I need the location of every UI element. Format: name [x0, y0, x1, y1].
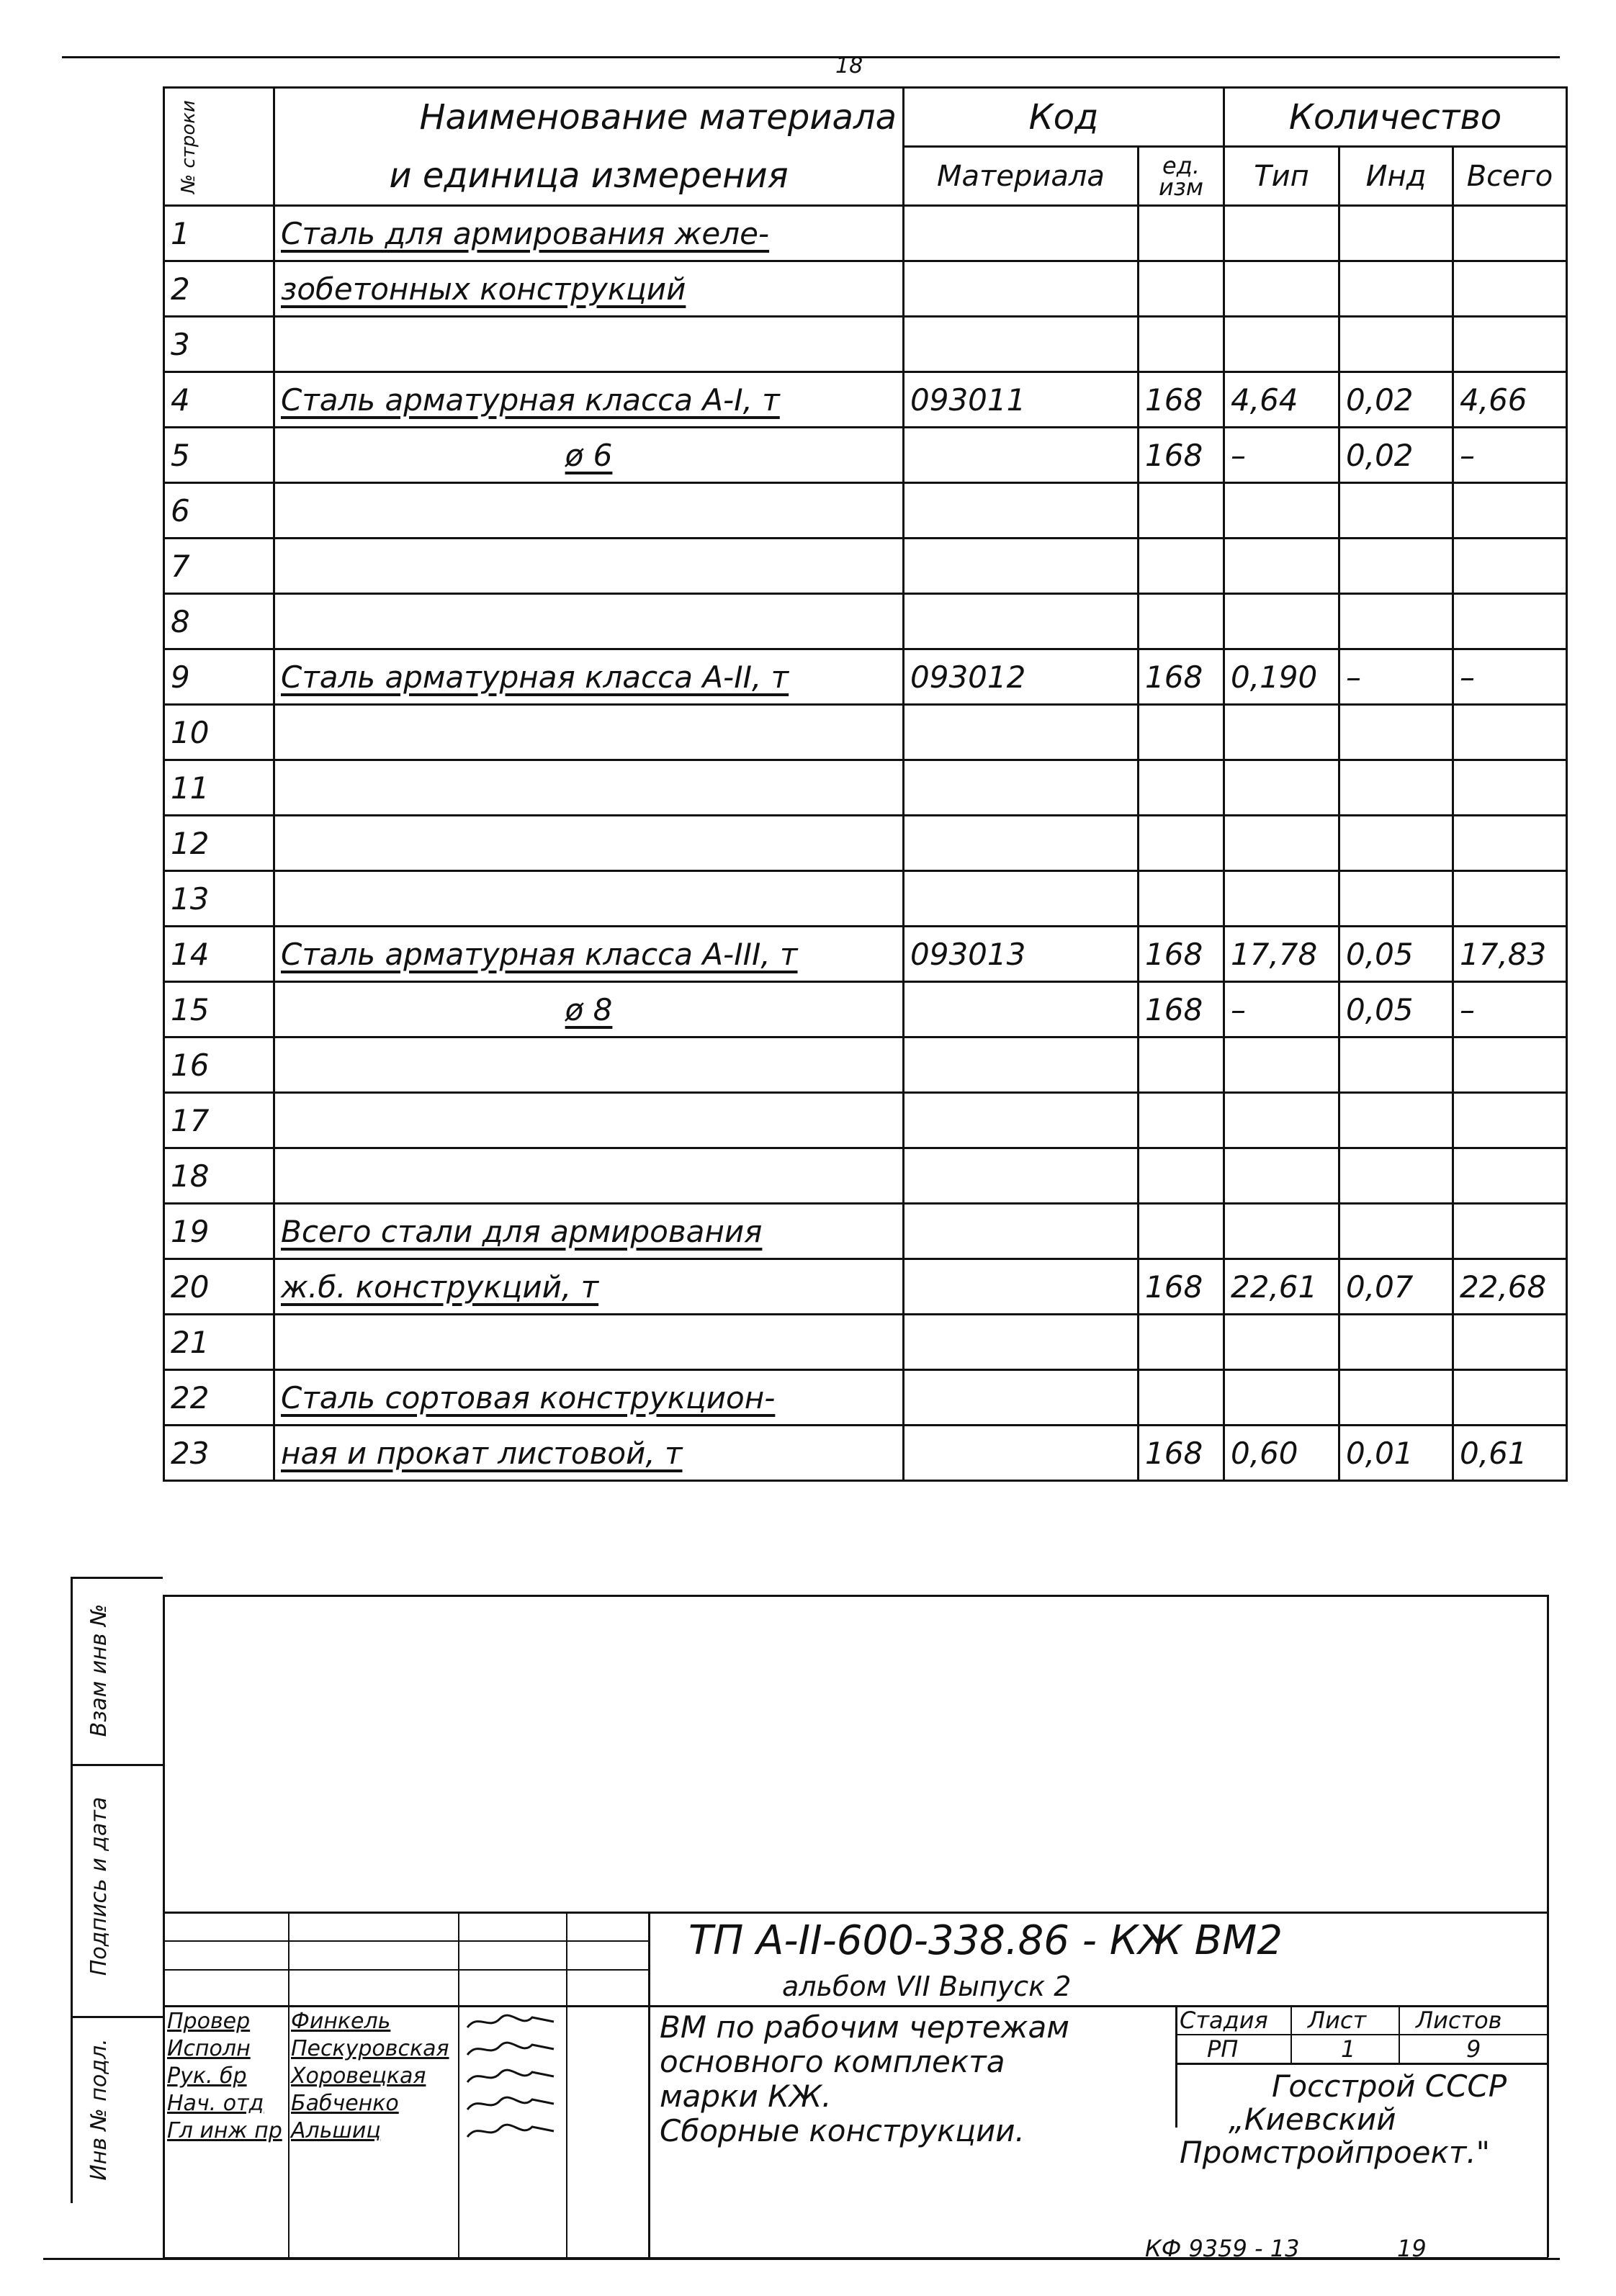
qty-type: [1224, 1204, 1339, 1259]
material-name: Сталь арматурная класса А-III, т: [274, 927, 904, 982]
qty-type: [1224, 1148, 1339, 1204]
row-number: 16: [164, 1037, 274, 1093]
description-line-1: ВМ по рабочим чертежам: [660, 2009, 1069, 2045]
qty-type: [1224, 1093, 1339, 1148]
qty-type: 4,64: [1224, 372, 1339, 428]
table-row: [164, 428, 1567, 483]
qty-type: 17,78: [1224, 927, 1339, 982]
staff-role: Рук. бр: [167, 2063, 247, 2089]
unit-code: [1139, 206, 1224, 261]
table-row: [164, 927, 1567, 982]
material-code: [904, 539, 1139, 594]
row-number: 9: [164, 649, 274, 705]
material-code: [904, 261, 1139, 317]
qty-total: [1453, 871, 1567, 927]
qty-type: [1224, 261, 1339, 317]
unit-code: 168: [1139, 1426, 1224, 1481]
table-row: [164, 1315, 1567, 1370]
description-line-3: марки КЖ.: [660, 2079, 832, 2114]
staff-name: Финкель: [291, 2009, 391, 2034]
side-strip-line-2: [71, 1764, 163, 1766]
qty-type: 0,190: [1224, 649, 1339, 705]
qty-type: –: [1224, 428, 1339, 483]
unit-code: 168: [1139, 1259, 1224, 1315]
col-qty-ind: Инд: [1339, 147, 1453, 206]
stage-value: РП: [1207, 2035, 1239, 2063]
row-number: 6: [164, 483, 274, 539]
row-number: 1: [164, 206, 274, 261]
row-number: 11: [164, 760, 274, 816]
staff-name: Альшиц: [291, 2118, 381, 2143]
table-row: [164, 1204, 1567, 1259]
side-label-replaces-inv: Взам инв №: [86, 1603, 112, 1737]
qty-total: [1453, 261, 1567, 317]
material-code: [904, 1148, 1139, 1204]
row-number: 23: [164, 1426, 274, 1481]
col-code-material: Материала: [904, 147, 1139, 206]
unit-code: 168: [1139, 428, 1224, 483]
row-number: 2: [164, 261, 274, 317]
qty-type: [1224, 760, 1339, 816]
qty-ind: [1339, 483, 1453, 539]
designation: ТП А-II-600-338.86 - КЖ ВМ2: [688, 1917, 1283, 1964]
qty-ind: [1339, 760, 1453, 816]
qty-ind: [1339, 1148, 1453, 1204]
row-number: 3: [164, 317, 274, 372]
footer-code: КФ 9359 - 13: [1145, 2235, 1300, 2262]
unit-code: [1139, 816, 1224, 871]
qty-total: [1453, 1315, 1567, 1370]
qty-total: 22,68: [1453, 1259, 1567, 1315]
table-row: [164, 816, 1567, 871]
material-name: Сталь арматурная класса А-II, т: [274, 649, 904, 705]
qty-type: [1224, 1037, 1339, 1093]
row-number: 12: [164, 816, 274, 871]
qty-total: [1453, 317, 1567, 372]
material-code: [904, 317, 1139, 372]
col-name-header-2: и единица измерения: [274, 147, 904, 206]
material-name: [274, 760, 904, 816]
qty-total: [1453, 1037, 1567, 1093]
qty-ind: 0,02: [1339, 428, 1453, 483]
row-number: 22: [164, 1370, 274, 1426]
sheets-value: 9: [1466, 2035, 1481, 2063]
side-label-inv-no-orig: Инв № подл.: [86, 2038, 112, 2181]
qty-total: [1453, 206, 1567, 261]
qty-total: [1453, 539, 1567, 594]
col-name-header-1: Наименование материала: [274, 88, 904, 147]
qty-total: [1453, 816, 1567, 871]
signature-icon: [464, 2009, 557, 2038]
table-row: [164, 1426, 1567, 1481]
staff-role: Провер: [167, 2009, 251, 2034]
material-code: [904, 816, 1139, 871]
table-row: [164, 317, 1567, 372]
material-name: ная и прокат листовой, т: [274, 1426, 904, 1481]
side-label-signature-date: Подпись и дата: [86, 1796, 112, 1976]
signature-icon: [464, 2118, 557, 2147]
material-code: [904, 760, 1139, 816]
qty-total: [1453, 705, 1567, 760]
material-code: [904, 1315, 1139, 1370]
qty-ind: [1339, 261, 1453, 317]
qty-total: 4,66: [1453, 372, 1567, 428]
qty-ind: –: [1339, 649, 1453, 705]
table-row: [164, 871, 1567, 927]
table-row: [164, 372, 1567, 428]
qty-total: –: [1453, 649, 1567, 705]
col-quantity-header: Количество: [1224, 88, 1567, 147]
material-name: [274, 539, 904, 594]
qty-total: [1453, 483, 1567, 539]
org-line-1: Госстрой СССР: [1272, 2068, 1507, 2104]
table-row: [164, 982, 1567, 1037]
material-name: ø 8: [274, 982, 904, 1037]
staff-role: Исполн: [167, 2036, 251, 2061]
material-name: Всего стали для армирования: [274, 1204, 904, 1259]
sheets-label: Листов: [1416, 2007, 1502, 2034]
description-line-4: Сборные конструкции.: [660, 2113, 1025, 2148]
qty-ind: 0,01: [1339, 1426, 1453, 1481]
qty-type: [1224, 1315, 1339, 1370]
material-code: 093013: [904, 927, 1139, 982]
qty-ind: [1339, 871, 1453, 927]
qty-total: –: [1453, 428, 1567, 483]
row-number: 14: [164, 927, 274, 982]
row-number: 17: [164, 1093, 274, 1148]
material-code: [904, 594, 1139, 649]
material-name: [274, 1148, 904, 1204]
unit-code: [1139, 483, 1224, 539]
qty-total: [1453, 1148, 1567, 1204]
qty-type: 22,61: [1224, 1259, 1339, 1315]
table-row: [164, 594, 1567, 649]
qty-ind: 0,05: [1339, 927, 1453, 982]
unit-code: 168: [1139, 927, 1224, 982]
col-code-header: Код: [904, 88, 1224, 147]
unit-code: [1139, 1148, 1224, 1204]
row-number: 10: [164, 705, 274, 760]
material-code: [904, 1426, 1139, 1481]
qty-ind: [1339, 705, 1453, 760]
staff-name: Хоровецкая: [291, 2063, 426, 2089]
row-number: 15: [164, 982, 274, 1037]
table-row: [164, 1093, 1567, 1148]
col-row-number: № строки: [164, 88, 274, 206]
material-code: [904, 206, 1139, 261]
stage-label: Стадия: [1180, 2007, 1268, 2034]
album-issue: альбом VII Выпуск 2: [782, 1971, 1072, 2002]
qty-type: [1224, 1370, 1339, 1426]
sheet-label: Лист: [1308, 2007, 1367, 2034]
page-number: 18: [835, 53, 863, 78]
material-spec-table: [163, 86, 1568, 1482]
unit-code: [1139, 1370, 1224, 1426]
material-code: 093011: [904, 372, 1139, 428]
qty-type: –: [1224, 982, 1339, 1037]
material-name: Сталь для армирования желе-: [274, 206, 904, 261]
material-code: [904, 1093, 1139, 1148]
material-code: [904, 1037, 1139, 1093]
spec-table-body: [164, 206, 1567, 1481]
qty-type: [1224, 483, 1339, 539]
qty-ind: [1339, 317, 1453, 372]
material-name: [274, 483, 904, 539]
qty-type: [1224, 705, 1339, 760]
unit-code: [1139, 1093, 1224, 1148]
unit-code: 168: [1139, 982, 1224, 1037]
col-qty-total: Всего: [1453, 147, 1567, 206]
table-row: [164, 1370, 1567, 1426]
unit-code: [1139, 539, 1224, 594]
table-bottom-rule: [163, 1595, 1548, 1597]
row-number: 7: [164, 539, 274, 594]
staff-name: Пескуровская: [291, 2036, 449, 2061]
qty-total: [1453, 1204, 1567, 1259]
material-code: [904, 871, 1139, 927]
description-line-2: основного комплекта: [660, 2044, 1005, 2079]
signature-icon: [464, 2036, 557, 2065]
signature-icon: [464, 2091, 557, 2120]
qty-type: [1224, 594, 1339, 649]
qty-ind: [1339, 539, 1453, 594]
qty-type: [1224, 317, 1339, 372]
material-name: Сталь сортовая конструкцион-: [274, 1370, 904, 1426]
staff-role: Гл инж пр: [167, 2118, 282, 2143]
qty-type: [1224, 539, 1339, 594]
qty-total: [1453, 594, 1567, 649]
row-number: 8: [164, 594, 274, 649]
material-code: [904, 1370, 1139, 1426]
side-strip-border: [71, 1577, 73, 2203]
qty-total: [1453, 760, 1567, 816]
table-row: [164, 206, 1567, 261]
qty-ind: [1339, 206, 1453, 261]
material-name: [274, 1093, 904, 1148]
table-row: [164, 483, 1567, 539]
org-line-2: „Киевский: [1229, 2102, 1396, 2137]
material-code: 093012: [904, 649, 1139, 705]
material-name: [274, 317, 904, 372]
table-row: [164, 539, 1567, 594]
org-line-3: Промстройпроект.": [1180, 2135, 1490, 2170]
table-row: [164, 705, 1567, 760]
row-number: 5: [164, 428, 274, 483]
material-code: [904, 428, 1139, 483]
qty-ind: [1339, 1204, 1453, 1259]
qty-ind: [1339, 816, 1453, 871]
qty-total: [1453, 1370, 1567, 1426]
unit-code: 168: [1139, 649, 1224, 705]
qty-ind: [1339, 594, 1453, 649]
side-strip-line-1: [71, 1577, 163, 1579]
material-name: [274, 705, 904, 760]
material-name: зобетонных конструкций: [274, 261, 904, 317]
material-name: [274, 1037, 904, 1093]
row-number: 20: [164, 1259, 274, 1315]
material-name: [274, 1315, 904, 1370]
qty-ind: [1339, 1315, 1453, 1370]
material-name: Сталь арматурная класса А-I, т: [274, 372, 904, 428]
table-row: [164, 1148, 1567, 1204]
staff-name: Бабченко: [291, 2091, 399, 2116]
unit-code: [1139, 1037, 1224, 1093]
material-name: [274, 816, 904, 871]
qty-ind: 0,02: [1339, 372, 1453, 428]
unit-code: [1139, 760, 1224, 816]
qty-type: [1224, 871, 1339, 927]
qty-total: 17,83: [1453, 927, 1567, 982]
unit-code: [1139, 705, 1224, 760]
unit-code: [1139, 594, 1224, 649]
table-row: [164, 1037, 1567, 1093]
footer-page: 19: [1397, 2235, 1427, 2262]
row-number: 21: [164, 1315, 274, 1370]
material-name: ж.б. конструкций, т: [274, 1259, 904, 1315]
material-code: [904, 705, 1139, 760]
material-name: [274, 871, 904, 927]
table-row: [164, 649, 1567, 705]
table-row: [164, 1259, 1567, 1315]
table-row: [164, 261, 1567, 317]
material-name: [274, 594, 904, 649]
qty-type: [1224, 206, 1339, 261]
unit-code: [1139, 261, 1224, 317]
sheet-value: 1: [1341, 2035, 1356, 2063]
signature-icon: [464, 2063, 557, 2092]
top-rule: [62, 56, 1560, 58]
row-number: 19: [164, 1204, 274, 1259]
qty-ind: [1339, 1037, 1453, 1093]
table-row: [164, 760, 1567, 816]
row-number: 4: [164, 372, 274, 428]
qty-ind: [1339, 1370, 1453, 1426]
staff-role: Нач. отд: [167, 2091, 264, 2116]
col-qty-type: Тип: [1224, 147, 1339, 206]
col-code-unit: ед. изм: [1139, 147, 1224, 206]
qty-total: 0,61: [1453, 1426, 1567, 1481]
row-number: 13: [164, 871, 274, 927]
material-code: [904, 1259, 1139, 1315]
material-code: [904, 982, 1139, 1037]
material-name: ø 6: [274, 428, 904, 483]
unit-code: [1139, 317, 1224, 372]
qty-total: –: [1453, 982, 1567, 1037]
row-number: 18: [164, 1148, 274, 1204]
unit-code: [1139, 871, 1224, 927]
qty-type: 0,60: [1224, 1426, 1339, 1481]
qty-ind: [1339, 1093, 1453, 1148]
unit-code: 168: [1139, 372, 1224, 428]
unit-code: [1139, 1204, 1224, 1259]
material-code: [904, 1204, 1139, 1259]
side-strip-line-3: [71, 2016, 163, 2018]
material-code: [904, 483, 1139, 539]
unit-code: [1139, 1315, 1224, 1370]
qty-type: [1224, 816, 1339, 871]
qty-total: [1453, 1093, 1567, 1148]
qty-ind: 0,07: [1339, 1259, 1453, 1315]
qty-ind: 0,05: [1339, 982, 1453, 1037]
